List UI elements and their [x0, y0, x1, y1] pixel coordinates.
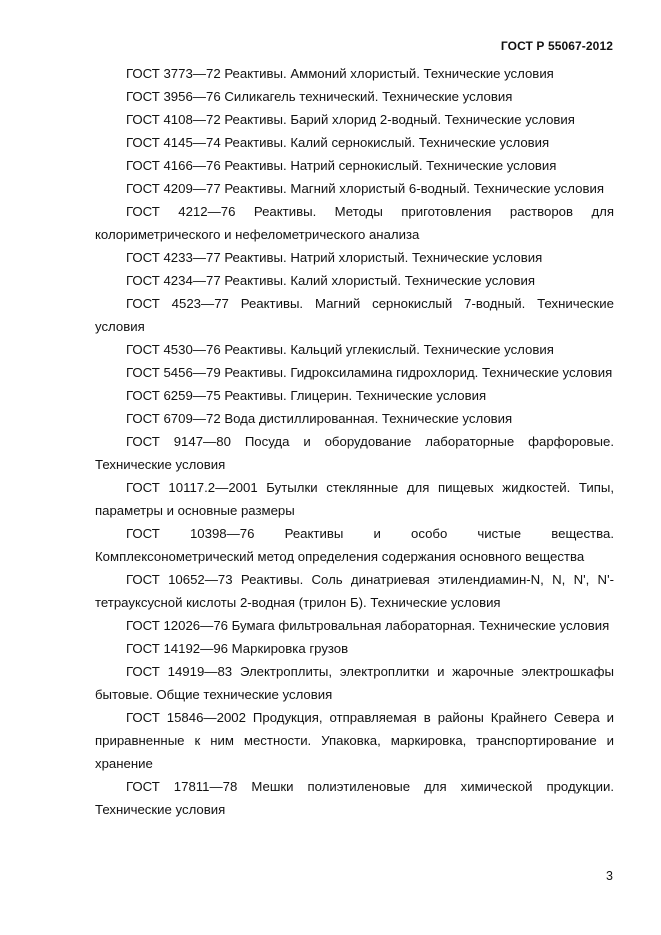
reference-entry: ГОСТ 4145—74 Реактивы. Калий сернокислый. Технические условия: [126, 135, 550, 150]
reference-entry: ГОСТ 14192—96 Маркировка грузов: [126, 641, 349, 656]
reference-entry: ГОСТ 14919—83 Электроплиты, электроплитки и жарочные электрошкафы бытовые. Общие технические условия: [95, 664, 614, 702]
reference-entry: ГОСТ 12026—76 Бумага фильтровальная лабораторная. Технические условия: [126, 618, 610, 633]
reference-entry: ГОСТ 4233—77 Реактивы. Натрий хлористый. Технические условия: [126, 250, 543, 265]
reference-entry: ГОСТ 10652—73 Реактивы. Соль динатриевая этилендиамин-N, N, N', N'-тетрауксусной кислоты 2-водная (трилон Б). Технические условия: [95, 572, 614, 610]
reference-entry: ГОСТ 3773—72 Реактивы. Аммоний хлористый. Технические условия: [126, 66, 554, 81]
reference-entry: ГОСТ 3956—76 Силикагель технический. Технические условия: [126, 89, 513, 104]
reference-entry: ГОСТ 4234—77 Реактивы. Калий хлористый. Технические условия: [126, 273, 535, 288]
reference-entry: ГОСТ 4209—77 Реактивы. Магний хлористый 6-водный. Технические условия: [126, 181, 604, 196]
reference-entry: ГОСТ 10117.2—2001 Бутылки стеклянные для пищевых жидкостей. Типы, параметры и основные размеры: [95, 480, 614, 518]
reference-entry: ГОСТ 10398—76 Реактивы и особо чистые вещества. Комплексонометрический метод определения содержания основного вещества: [95, 526, 614, 564]
document-code: ГОСТ Р 55067-2012: [500, 39, 613, 53]
reference-entry: ГОСТ 4523—77 Реактивы. Магний сернокислый 7-водный. Технические условия: [95, 296, 614, 334]
page-number: 3: [606, 869, 613, 883]
reference-entry: ГОСТ 4530—76 Реактивы. Кальций углекислый. Технические условия: [126, 342, 554, 357]
reference-entry: ГОСТ 15846—2002 Продукция, отправляемая в районы Крайнего Севера и приравненные к ним местности. Упаковка, маркировка, транспортирование и хранение: [95, 710, 614, 771]
reference-entry: ГОСТ 5456—79 Реактивы. Гидроксиламина гидрохлорид. Технические условия: [126, 365, 613, 380]
reference-entry: ГОСТ 4212—76 Реактивы. Методы приготовления растворов для колориметрического и нефелометрического анализа: [95, 204, 614, 242]
reference-entry: ГОСТ 17811—78 Мешки полиэтиленовые для химической продукции. Технические условия: [95, 779, 614, 817]
reference-entry: ГОСТ 4108—72 Реактивы. Барий хлорид 2-водный. Технические условия: [126, 112, 575, 127]
reference-entry: ГОСТ 4166—76 Реактивы. Натрий сернокислый. Технические условия: [126, 158, 557, 173]
references-list: [95, 62, 614, 821]
reference-entry: ГОСТ 9147—80 Посуда и оборудование лабораторные фарфоровые. Технические условия: [95, 434, 614, 472]
reference-entry: ГОСТ 6709—72 Вода дистиллированная. Технические условия: [126, 411, 513, 426]
reference-entry: ГОСТ 6259—75 Реактивы. Глицерин. Технические условия: [126, 388, 487, 403]
